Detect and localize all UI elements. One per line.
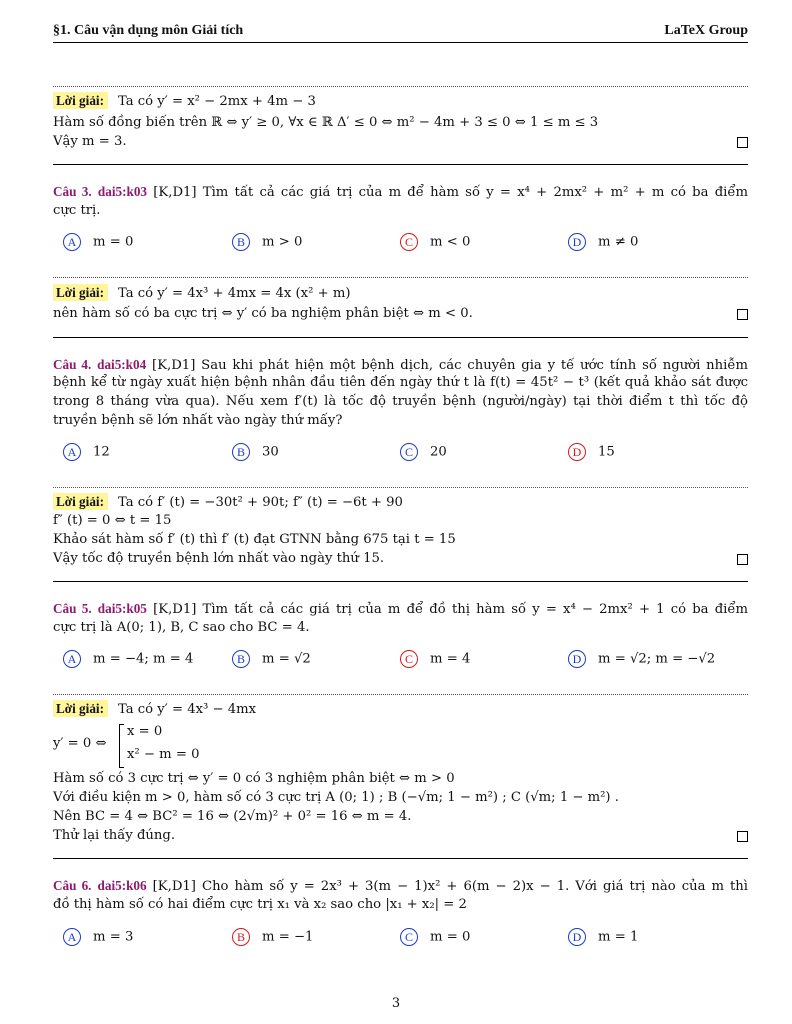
solution-line: Nên BC = 4 ⇔ BC² = 16 ⇔ (2√m)² + 0² = 16 ⇔ m = 4. — [53, 809, 412, 824]
option-d[interactable]: D 15 — [568, 443, 615, 462]
qed-box — [737, 831, 748, 842]
page-number: 3 — [391, 996, 401, 1011]
question-code: dai5:k06 — [97, 878, 147, 893]
qed-box — [737, 309, 748, 320]
solution-line: Hàm số đồng biến trên ℝ ⇔ y′ ≥ 0, ∀x ∈ ℝ Δ′ ≤ 0 ⇔ m² − 4m + 3 ≤ 0 ⇔ 1 ≤ m ≤ 3 — [53, 115, 599, 130]
solution-line: nên hàm số có ba cực trị ⇔ y′ có ba nghiệm phân biệt ⇔ m < 0. — [53, 305, 748, 323]
group-name: LaTeX Group — [664, 23, 748, 38]
solution-line: Lời giải: Ta có y′ = 4x³ + 4mx = 4x (x² + m) — [53, 284, 748, 303]
solution-line: Lời giải: Ta có y′ = x² − 2mx + 4m − 3 — [53, 92, 748, 111]
section-rule — [53, 581, 748, 582]
option-letter: C — [400, 443, 418, 461]
option-letter: D — [568, 650, 586, 668]
question-line: đồ thị hàm số có hai điểm cực trị x₁ và x₂ sao cho |x₁ + x₂| = 2 — [53, 897, 467, 912]
option-letter: B — [232, 233, 250, 251]
option-a[interactable]: A 12 — [63, 443, 110, 462]
option-letter-correct: B — [232, 928, 250, 946]
question-line: cực trị. — [53, 203, 101, 218]
question-code: dai5:k03 — [97, 184, 148, 199]
option-b[interactable]: B m = −1 — [232, 928, 313, 947]
question-code: dai5:k04 — [97, 357, 147, 372]
option-letter: C — [400, 928, 418, 946]
solution-line: Lời giải: Ta có y′ = 4x³ − 4mx — [53, 700, 748, 719]
option-letter-correct: C — [400, 233, 418, 251]
solution-label: Lời giải: — [53, 700, 108, 717]
section-title: §1. Câu vận dụng môn Giải tích — [53, 23, 244, 38]
solution-line: f″ (t) = 0 ⇔ t = 15 — [53, 513, 172, 528]
option-letter: A — [63, 233, 81, 251]
section-rule — [53, 164, 748, 165]
question-line: trong 8 tháng vừa qua). Nếu xem f′(t) là tốc độ truyền bệnh (người/ngày) tại thời điểm t thì tốc độ — [53, 394, 748, 409]
question-line: Câu 6. dai5:k06 [K,D1] Cho hàm số y = 2x³ + 3(m − 1)x² + 6(m − 2)x − 1. Với giá trị nào của m thì — [53, 878, 749, 894]
option-letter: B — [232, 650, 250, 668]
dotted-separator — [53, 277, 748, 278]
solution-line: Lời giải: Ta có f′ (t) = −30t² + 90t; f″ (t) = −6t + 90 — [53, 493, 748, 512]
solution-line: Khảo sát hàm số f′ (t) thì f′ (t) đạt GTNN bằng 675 tại t = 15 — [53, 532, 456, 547]
question-line: bệnh kể từ ngày xuất hiện bệnh nhân đầu tiên đến ngày thứ t là f(t) = 45t² − t³ (kết quả khảo sát được — [53, 375, 748, 390]
solution-line: Thử lại thấy đúng. — [53, 827, 748, 845]
option-a[interactable]: A m = 3 — [63, 928, 133, 947]
solution-label: Lời giải: — [53, 92, 108, 109]
option-letter: D — [568, 928, 586, 946]
question-number: Câu 6. — [53, 878, 92, 893]
qed-box — [737, 137, 748, 148]
option-d[interactable]: D m ≠ 0 — [568, 233, 638, 252]
option-letter: A — [63, 928, 81, 946]
question-line: truyền bệnh sẽ lớn nhất vào ngày thứ mấy? — [53, 413, 343, 428]
question-line: Câu 5. dai5:k05 [K,D1] Tìm tất cả các giá trị của m để đồ thị hàm số y = x⁴ − 2mx² + 1 có ba điểm — [53, 601, 748, 617]
option-letter: B — [232, 443, 250, 461]
option-d[interactable]: D m = √2; m = −√2 — [568, 650, 715, 669]
question-number: Câu 3. — [53, 184, 92, 199]
solution-line: Hàm số có 3 cực trị ⇔ y′ = 0 có 3 nghiệm phân biệt ⇔ m > 0 — [53, 771, 455, 786]
option-c[interactable]: C m = 4 — [400, 650, 470, 669]
question-number: Câu 5. — [53, 601, 92, 616]
option-d[interactable]: D m = 1 — [568, 928, 638, 947]
option-letter: D — [568, 233, 586, 251]
equation-system: y′ = 0 ⇔ x = 0 x² − m = 0 — [53, 722, 353, 768]
qed-box — [737, 554, 748, 565]
option-c[interactable]: C 20 — [400, 443, 447, 462]
section-rule — [53, 858, 748, 859]
system-bracket — [119, 724, 124, 768]
solution-line: Vậy tốc độ truyền bệnh lớn nhất vào ngày thứ 15. — [53, 550, 748, 568]
option-a[interactable]: A m = 0 — [63, 233, 133, 252]
option-b[interactable]: B m > 0 — [232, 233, 302, 252]
question-line: cực trị là A(0; 1), B, C sao cho BC = 4. — [53, 620, 310, 635]
dotted-separator — [53, 86, 748, 87]
solution-line: Với điều kiện m > 0, hàm số có 3 cực trị A (0; 1) ; B (−√m; 1 − m²) ; C (√m; 1 − m²) . — [53, 790, 619, 805]
option-letter-correct: D — [568, 443, 586, 461]
question-number: Câu 4. — [53, 357, 92, 372]
option-letter: A — [63, 443, 81, 461]
question-code: dai5:k05 — [97, 601, 147, 616]
section-rule — [53, 337, 748, 338]
option-b[interactable]: B m = √2 — [232, 650, 311, 669]
option-letter: A — [63, 650, 81, 668]
option-a[interactable]: A m = −4; m = 4 — [63, 650, 193, 669]
option-letter-correct: C — [400, 650, 418, 668]
dotted-separator — [53, 487, 748, 488]
question-line: Câu 4. dai5:k04 [K,D1] Sau khi phát hiện một bệnh dịch, các chuyên gia y tế ước tính số người nhiễm — [53, 357, 748, 373]
dotted-separator — [53, 694, 748, 695]
option-b[interactable]: B 30 — [232, 443, 279, 462]
solution-label: Lời giải: — [53, 284, 108, 301]
question-line: Câu 3. dai5:k03 [K,D1] Tìm tất cả các giá trị của m để hàm số y = x⁴ + 2mx² + m² + m có ba điểm — [53, 184, 748, 200]
solution-label: Lời giải: — [53, 493, 108, 510]
running-header — [53, 22, 748, 43]
solution-line: Vậy m = 3. — [53, 133, 748, 151]
option-c[interactable]: C m < 0 — [400, 233, 470, 252]
option-c[interactable]: C m = 0 — [400, 928, 470, 947]
